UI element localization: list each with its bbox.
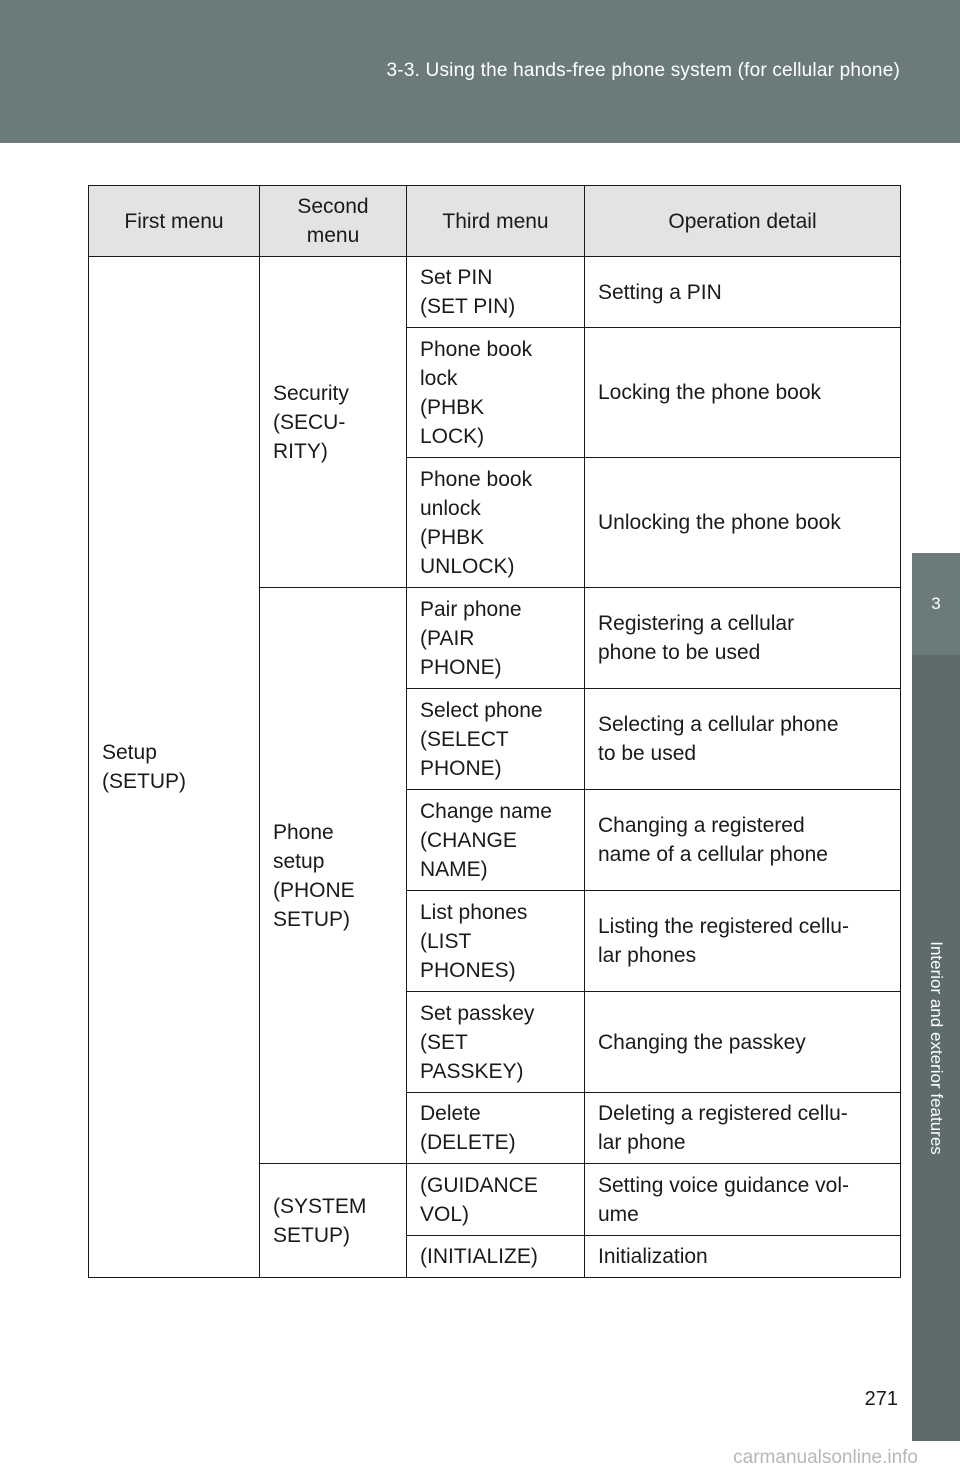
operation-detail-cell: Unlocking the phone book	[585, 458, 901, 588]
third-menu-cell: Pair phone (PAIR PHONE)	[407, 588, 585, 689]
menu-table	[88, 185, 901, 1278]
watermark: carmanualsonline.info	[733, 1447, 918, 1468]
chapter-label-band	[912, 655, 960, 1441]
third-menu-cell: (GUIDANCE VOL)	[407, 1164, 585, 1236]
third-menu-cell: Select phone (SELECT PHONE)	[407, 689, 585, 790]
operation-detail-cell: Locking the phone book	[585, 328, 901, 458]
column-header-operation-detail: Operation detail	[585, 186, 901, 257]
table-row	[89, 257, 901, 328]
operation-detail-cell: Deleting a registered cellu- lar phone	[585, 1093, 901, 1164]
third-menu-cell: Delete (DELETE)	[407, 1093, 585, 1164]
chapter-side-tab	[912, 553, 960, 1441]
third-menu-cell: Set PIN (SET PIN)	[407, 257, 585, 328]
column-header-second-menu: Second menu	[260, 186, 407, 257]
operation-detail-cell: Listing the registered cellu- lar phones	[585, 891, 901, 992]
third-menu-cell: List phones (LIST PHONES)	[407, 891, 585, 992]
column-header-first-menu: First menu	[89, 186, 260, 257]
third-menu-cell: (INITIALIZE)	[407, 1236, 585, 1278]
operation-detail-cell: Setting voice guidance vol- ume	[585, 1164, 901, 1236]
section-title: 3-3. Using the hands-free phone system (for cellular phone)	[386, 60, 900, 81]
column-header-third-menu: Third menu	[407, 186, 585, 257]
third-menu-cell: Phone book unlock (PHBK UNLOCK)	[407, 458, 585, 588]
operation-detail-cell: Setting a PIN	[585, 257, 901, 328]
operation-detail-cell: Initialization	[585, 1236, 901, 1278]
first-menu-cell: Setup (SETUP)	[89, 257, 260, 1278]
operation-detail-cell: Registering a cellular phone to be used	[585, 588, 901, 689]
second-menu-cell: (SYSTEM SETUP)	[260, 1164, 407, 1278]
third-menu-cell: Set passkey (SET PASSKEY)	[407, 992, 585, 1093]
chapter-label: Interior and exterior features	[927, 941, 946, 1155]
operation-detail-cell: Selecting a cellular phone to be used	[585, 689, 901, 790]
page-number: 271	[864, 1388, 898, 1410]
page-header	[0, 0, 960, 143]
table-header-row	[89, 186, 901, 257]
operation-detail-cell: Changing a registered name of a cellular phone	[585, 790, 901, 891]
third-menu-cell: Change name (CHANGE NAME)	[407, 790, 585, 891]
operation-detail-cell: Changing the passkey	[585, 992, 901, 1093]
second-menu-cell: Security (SECU- RITY)	[260, 257, 407, 588]
third-menu-cell: Phone book lock (PHBK LOCK)	[407, 328, 585, 458]
chapter-number: 3	[912, 553, 960, 655]
second-menu-cell: Phone setup (PHONE SETUP)	[260, 588, 407, 1164]
